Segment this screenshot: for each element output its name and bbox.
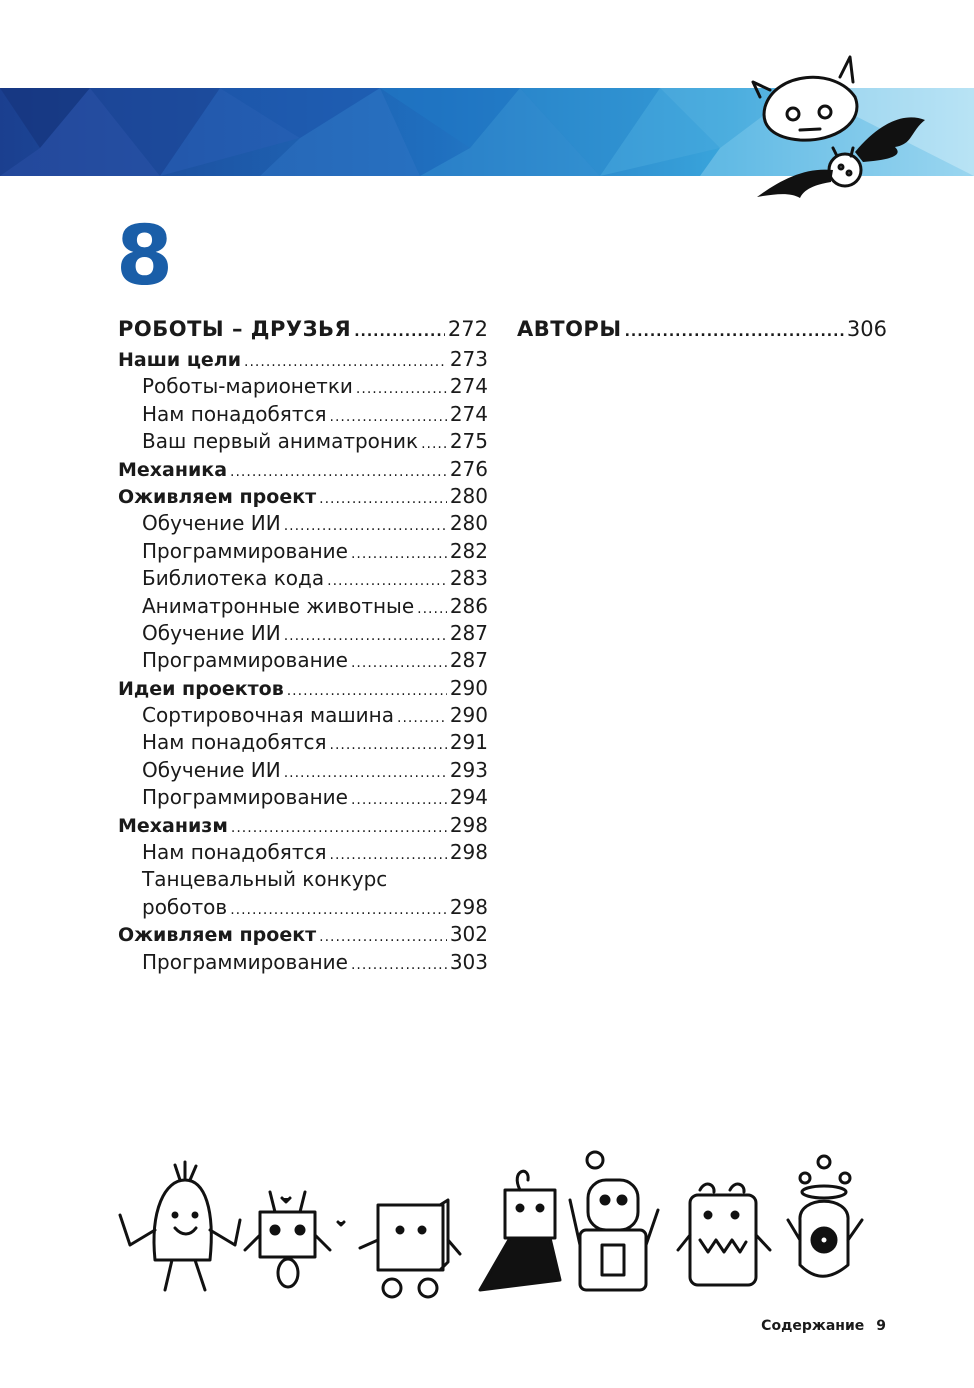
toc-entry-page: 303 — [449, 949, 488, 974]
toc-leader-dots — [284, 623, 447, 650]
toc-entry-title: Нам понадобятся — [142, 401, 327, 426]
toc-leader-dots — [351, 787, 447, 814]
toc-entry-title: Оживляем проект — [118, 924, 317, 947]
toc-leader-dots — [244, 349, 447, 376]
toc-entry-title: роботов — [142, 894, 228, 919]
toc-entry-page: 283 — [449, 566, 488, 591]
toc-entry-title: Программирование — [142, 785, 348, 810]
toc-entry-title: Программирование — [142, 538, 348, 563]
toc-entry-page: 298 — [449, 812, 488, 837]
toc-entry-title: Библиотека кода — [142, 566, 325, 591]
footer-page-number: 9 — [876, 1318, 886, 1334]
toc-entry-page: 273 — [449, 347, 488, 371]
toc-entry-title: Оживляем проект — [118, 485, 317, 508]
toc-leader-dots — [231, 815, 447, 842]
toc-entry-page: 272 — [447, 317, 488, 341]
toc-entry — [118, 620, 488, 647]
toc-entry-title: Наши цели — [118, 349, 242, 371]
toc-leader-dots — [421, 431, 447, 458]
toc-entry-title: РОБОТЫ – ДРУЗЬЯ — [118, 317, 352, 341]
toc-entry-page: 290 — [449, 703, 488, 728]
toc-entry-page: 294 — [449, 785, 488, 810]
toc-leader-dots — [284, 760, 447, 787]
toc-entry — [118, 949, 488, 976]
toc-entry-title: Ваш первый аниматроник — [142, 429, 419, 454]
toc-entry-page: 298 — [449, 894, 488, 919]
toc-leader-dots — [417, 596, 447, 623]
toc-leader-dots — [351, 650, 447, 677]
toc-leader-dots — [330, 404, 447, 431]
toc-entry — [118, 784, 488, 811]
toc-entry — [118, 538, 488, 565]
toc-leader-dots — [351, 952, 447, 979]
toc-entry — [118, 373, 488, 400]
toc-entry — [118, 456, 488, 483]
toc-entry-title: Обучение ИИ — [142, 620, 281, 645]
toc-entry-title: Механика — [118, 458, 228, 481]
toc-entry — [118, 401, 488, 428]
toc-entry — [118, 866, 488, 893]
toc-entry-title: Механизм — [118, 814, 228, 837]
toc-entry-title: Нам понадобятся — [142, 730, 327, 755]
toc-leader-dots — [397, 705, 447, 732]
toc-entry-page: 275 — [449, 429, 488, 454]
toc-right-column — [517, 312, 887, 346]
toc-entry-page: 286 — [449, 593, 488, 618]
chapter-number: 8 — [116, 209, 172, 304]
toc-leader-dots — [354, 315, 445, 349]
toc-entry — [118, 483, 488, 510]
toc-leader-dots — [330, 732, 447, 759]
toc-entry-page: 290 — [449, 675, 488, 700]
toc-leader-dots — [230, 897, 447, 924]
toc-leader-dots — [356, 376, 447, 403]
toc-leader-dots — [319, 486, 447, 513]
toc-entry — [118, 729, 488, 756]
toc-entry-page: 287 — [449, 648, 488, 673]
toc-leader-dots — [327, 568, 447, 595]
toc-entry-title: Обучение ИИ — [142, 511, 281, 536]
toc-entry-page: 298 — [449, 840, 488, 865]
toc-entry — [118, 921, 488, 948]
toc-entry-page: 276 — [449, 456, 488, 481]
toc-entry-page: 282 — [449, 538, 488, 563]
toc-entry-page: 274 — [449, 401, 488, 426]
toc-entry — [118, 346, 488, 373]
page-footer — [761, 1318, 886, 1334]
toc-leader-dots — [351, 541, 447, 568]
toc-entry — [118, 593, 488, 620]
toc-entry-title: Роботы-марионетки — [142, 374, 353, 399]
toc-leader-dots — [330, 842, 447, 869]
toc-entry-page: 293 — [449, 757, 488, 782]
flying-robot-illustration — [745, 52, 935, 202]
toc-entry — [118, 647, 488, 674]
toc-leader-dots — [284, 513, 447, 540]
toc-entry — [118, 812, 488, 839]
toc-entry-page: 280 — [449, 511, 488, 536]
toc-leader-dots — [625, 315, 844, 349]
robots-illustration-strip — [110, 1150, 890, 1310]
toc-entry-page: 291 — [449, 730, 488, 755]
toc-entry-title: АВТОРЫ — [517, 317, 622, 341]
toc-entry-page: 306 — [846, 317, 887, 341]
toc-entry-title: Программирование — [142, 949, 348, 974]
toc-entry-page: 280 — [449, 483, 488, 508]
footer-section-title: Содержание — [761, 1318, 865, 1334]
toc-left-column — [118, 312, 488, 976]
toc-entry — [118, 894, 488, 921]
toc-entry — [118, 702, 488, 729]
toc-entry-title: Обучение ИИ — [142, 757, 281, 782]
toc-entry-title: Сортировочная машина — [142, 703, 395, 728]
toc-entry — [118, 757, 488, 784]
toc-entry — [118, 839, 488, 866]
toc-entry-title: Танцевальный конкурс — [142, 867, 388, 892]
toc-leader-dots — [287, 678, 447, 705]
toc-entry — [118, 510, 488, 537]
toc-entry-page: 302 — [449, 922, 488, 947]
toc-entry-title: Аниматронные животные — [142, 593, 415, 618]
toc-entry — [118, 675, 488, 702]
toc-entry — [517, 312, 887, 346]
toc-leader-dots — [230, 459, 447, 486]
toc-entry — [118, 428, 488, 455]
toc-entry-page: 287 — [449, 620, 488, 645]
toc-entry-title: Программирование — [142, 648, 348, 673]
toc-entry-title: Нам понадобятся — [142, 840, 327, 865]
toc-entry — [118, 565, 488, 592]
toc-entry — [118, 312, 488, 346]
toc-entry-title: Идеи проектов — [118, 677, 284, 700]
toc-leader-dots — [319, 924, 447, 951]
toc-entry-page: 274 — [449, 374, 488, 399]
